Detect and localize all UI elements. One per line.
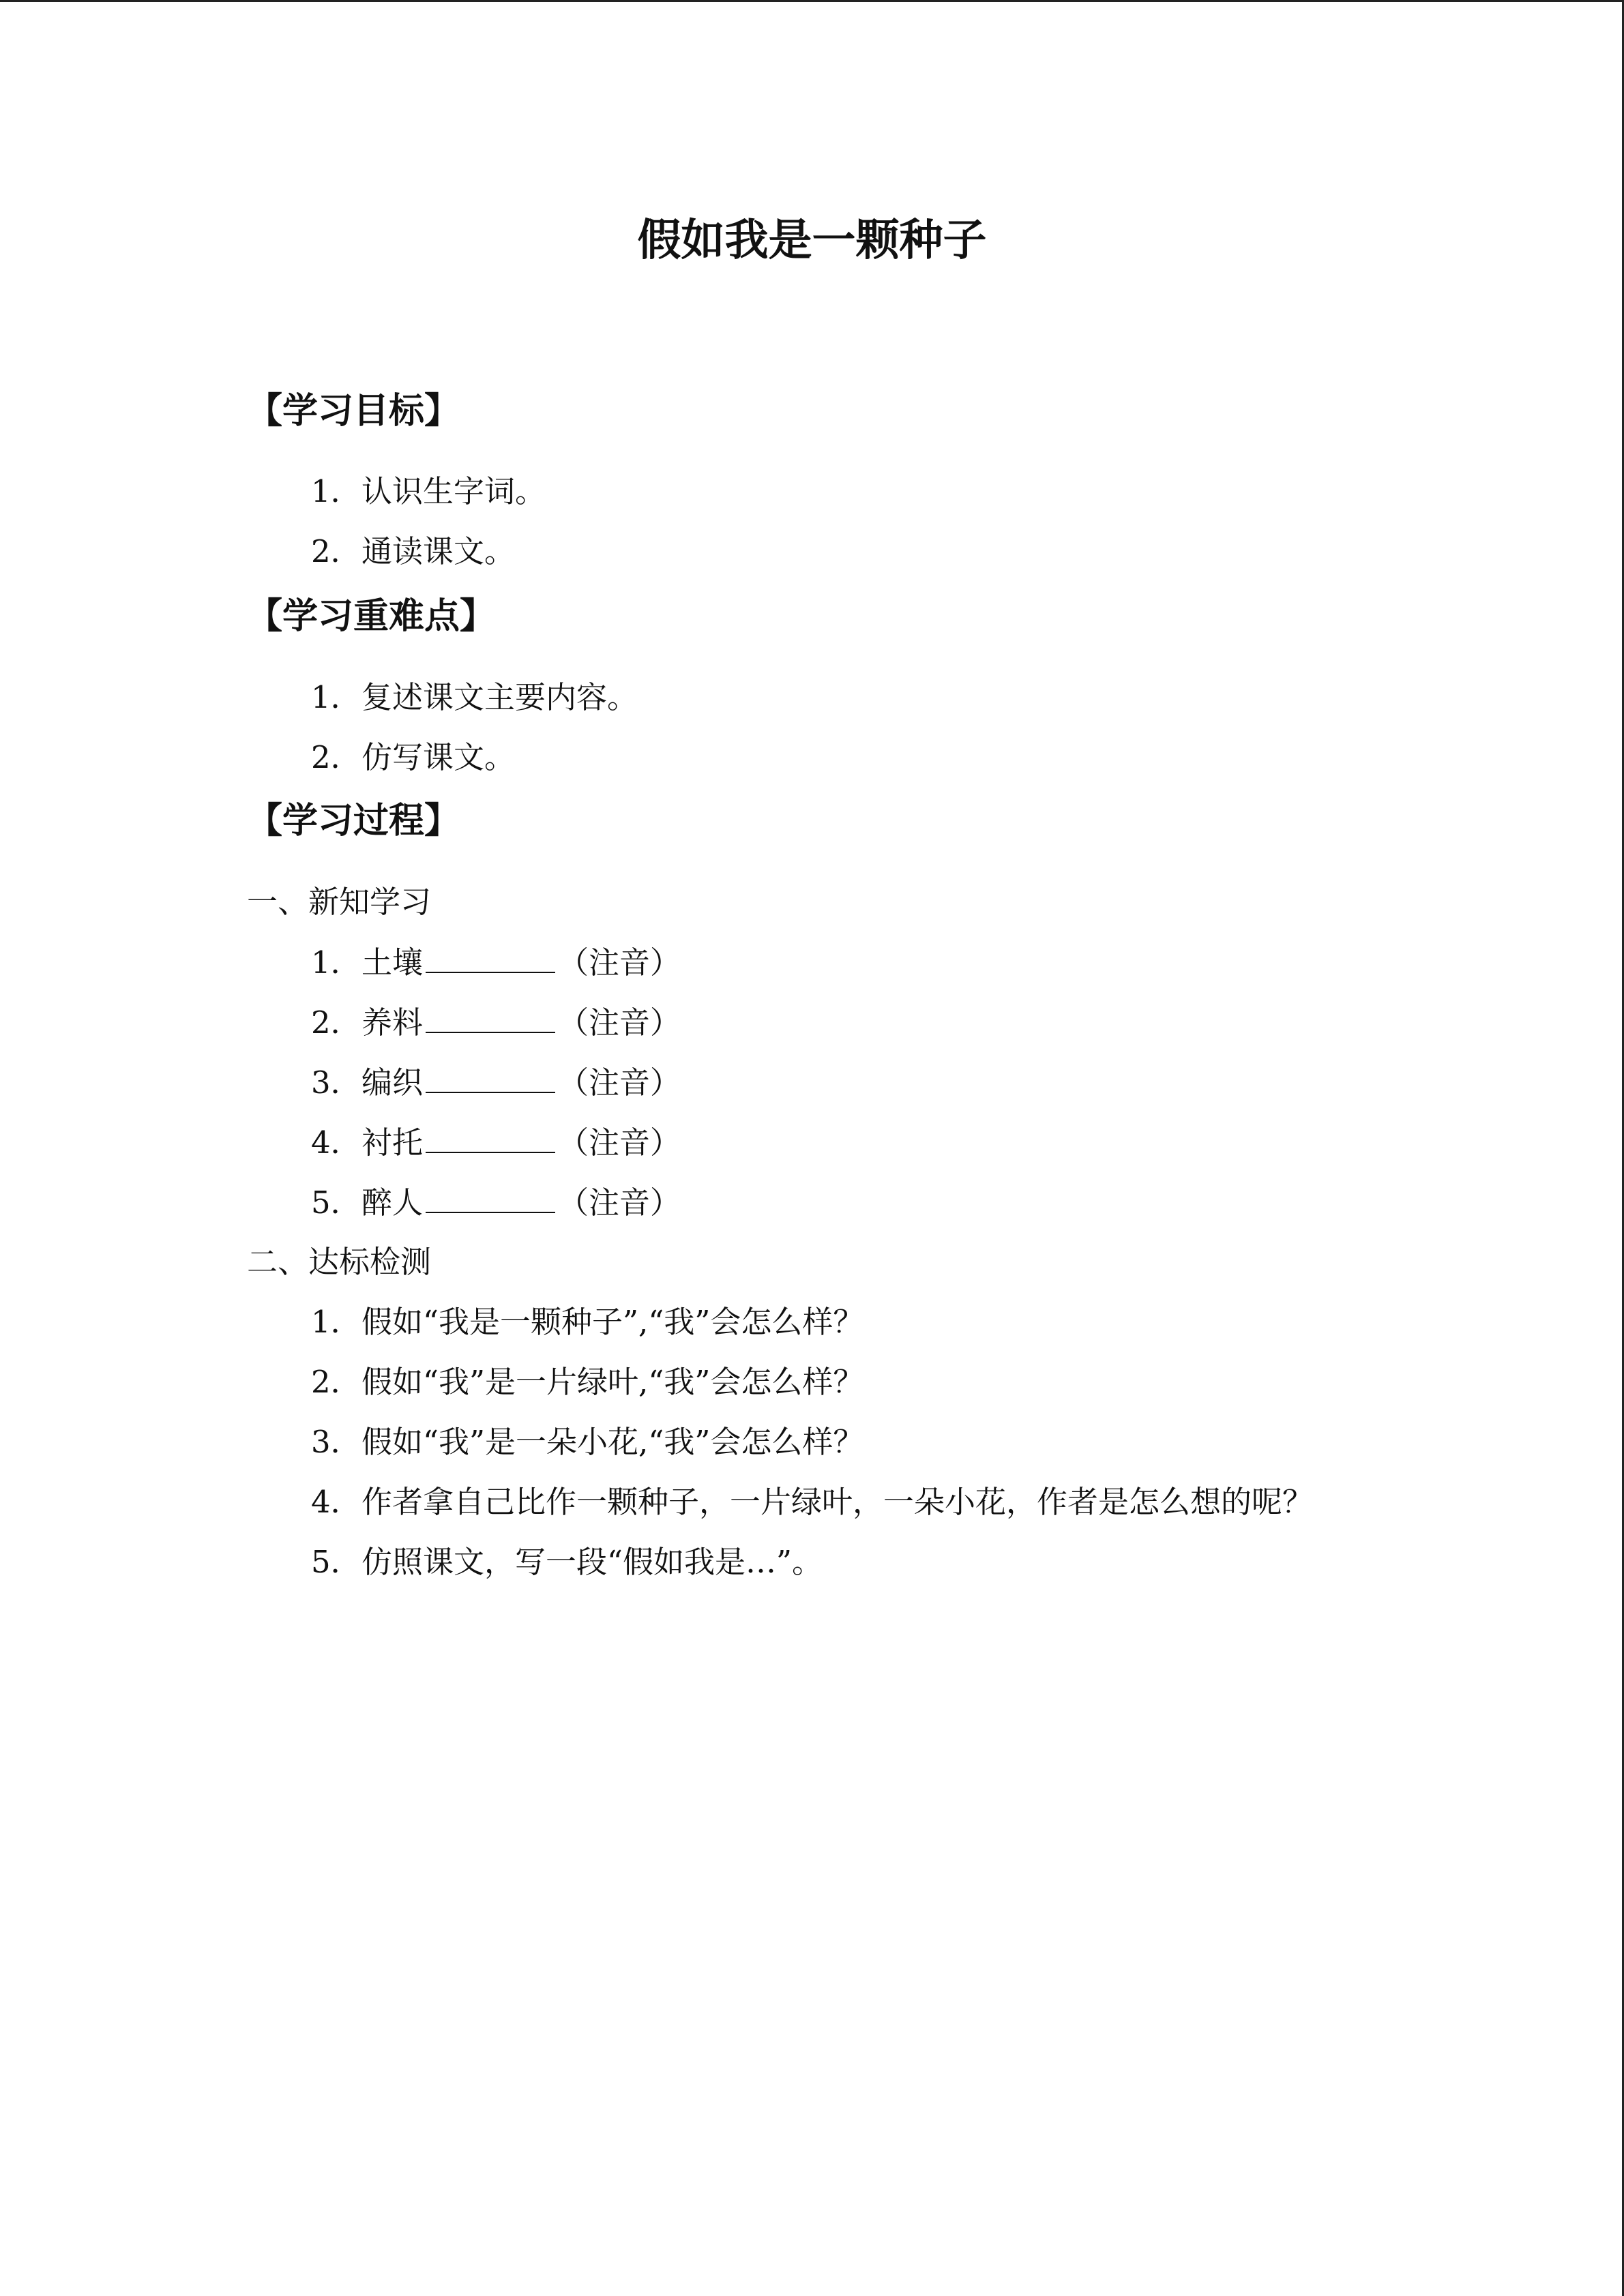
- vocab-word: 养料: [361, 1004, 424, 1041]
- item-text: 复述课文主要内容。: [361, 679, 638, 715]
- list-item: [311, 677, 638, 718]
- vocab-word: 土壤: [361, 944, 424, 981]
- item-number: 1．: [311, 473, 361, 509]
- question-text: 作者拿自己比作一颗种子，一片绿叶，一朵小花，作者是怎么想的呢？: [361, 1484, 1314, 1520]
- pinyin-note: （注音）: [558, 1004, 681, 1041]
- pinyin-note: （注音）: [558, 1184, 681, 1221]
- answer-blank[interactable]: [426, 1182, 555, 1213]
- section-heading-learning-goals: 【学习目标】: [247, 391, 460, 432]
- pinyin-note: （注音）: [558, 944, 681, 981]
- vocab-item: [311, 1182, 681, 1223]
- item-number: 1．: [311, 1304, 361, 1340]
- item-number: 3．: [311, 1424, 361, 1460]
- document-title: 假如我是一颗种子: [637, 215, 987, 266]
- question-item: [311, 1302, 863, 1343]
- vocab-word: 编织: [361, 1064, 424, 1101]
- answer-blank[interactable]: [426, 1002, 555, 1033]
- item-text: 认识生字词。: [361, 473, 546, 509]
- vocab-word: 醉人: [361, 1184, 424, 1221]
- item-number: 5．: [311, 1184, 361, 1221]
- vocab-item: [311, 1002, 681, 1043]
- question-item: [311, 1482, 1313, 1523]
- pinyin-note: （注音）: [558, 1064, 681, 1101]
- item-number: 1．: [311, 679, 361, 715]
- list-item: [311, 531, 515, 572]
- subsection-heading-new-knowledge: 一、新知学习: [247, 884, 432, 920]
- question-text: 假如“我是一颗种子”,“我”会怎么样？: [361, 1304, 864, 1340]
- section-heading-key-points: 【学习重难点】: [247, 596, 496, 637]
- vocab-item: [311, 1062, 681, 1103]
- list-item: [311, 471, 546, 512]
- item-number: 1．: [311, 944, 361, 981]
- pinyin-note: （注音）: [558, 1124, 681, 1161]
- vocab-item: [311, 942, 681, 983]
- list-item: [311, 737, 515, 778]
- question-item: [311, 1422, 863, 1463]
- item-number: 3．: [311, 1064, 361, 1101]
- item-number: 4．: [311, 1124, 361, 1161]
- question-text: 假如“我”是一朵小花,“我”会怎么样？: [361, 1424, 864, 1460]
- item-number: 4．: [311, 1484, 361, 1520]
- vocab-word: 衬托: [361, 1124, 424, 1161]
- answer-blank[interactable]: [426, 1062, 555, 1093]
- item-number: 2．: [311, 533, 361, 569]
- item-text: 通读课文。: [361, 533, 516, 569]
- question-text: 仿照课文，写一段“假如我是…”。: [361, 1544, 823, 1580]
- question-text: 假如“我”是一片绿叶,“我”会怎么样？: [361, 1364, 864, 1400]
- answer-blank[interactable]: [426, 942, 555, 973]
- question-item: [311, 1362, 863, 1403]
- item-number: 2．: [311, 739, 361, 775]
- vocab-item: [311, 1122, 681, 1163]
- answer-blank[interactable]: [426, 1122, 555, 1153]
- item-number: 5．: [311, 1544, 361, 1580]
- question-item: [311, 1542, 823, 1583]
- item-number: 2．: [311, 1364, 361, 1400]
- item-text: 仿写课文。: [361, 739, 516, 775]
- item-number: 2．: [311, 1004, 361, 1041]
- subsection-heading-assessment: 二、达标检测: [247, 1244, 432, 1280]
- section-heading-learning-process: 【学习过程】: [247, 801, 460, 841]
